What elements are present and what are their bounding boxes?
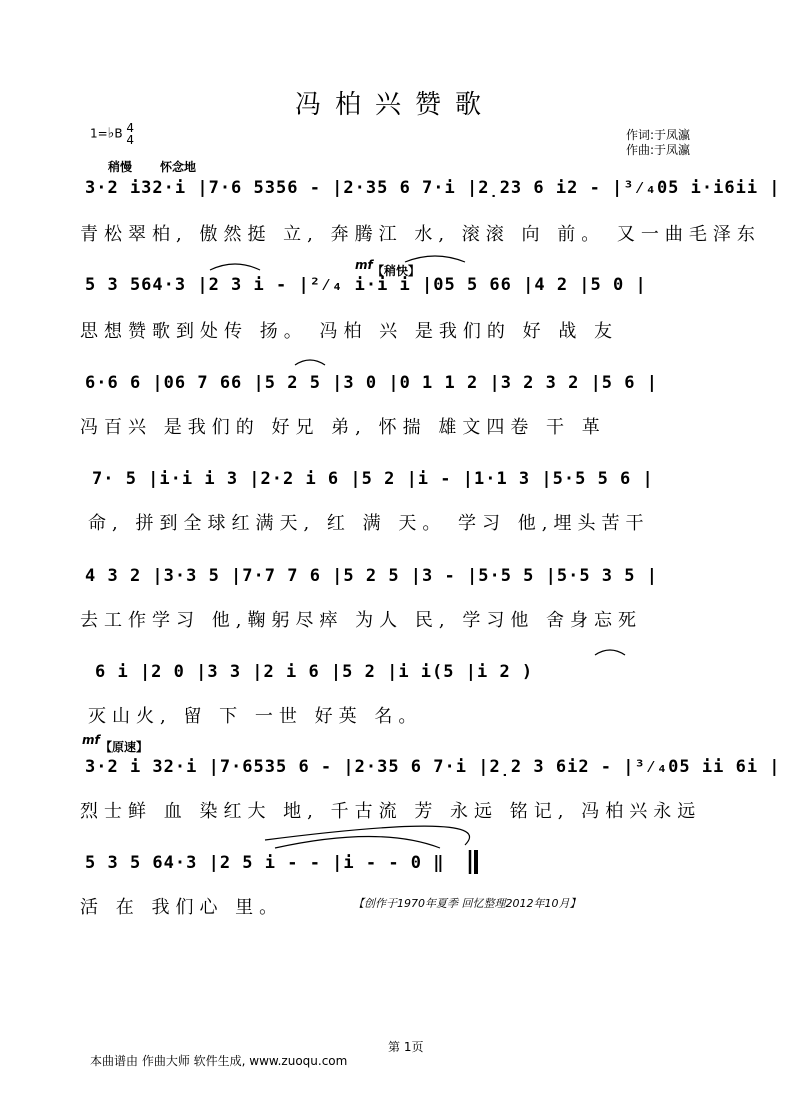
row-1-lyrics: 青松翠柏, 傲然挺 立, 奔腾江 水, 滚滚 向 前。 又一曲毛泽东 [80, 224, 761, 245]
row-6-lyrics: 灭山火, 留 下 一世 好英 名。 [88, 706, 423, 727]
dynamic-mf-2: mf [82, 733, 100, 747]
row-4-lyrics: 命, 拼到全球红满天, 红 满 天。 学习 他,埋头苦干 [88, 513, 650, 534]
lyrics-credit: 作词:于凤瀛 [626, 128, 691, 142]
row-2-notes: 5 3 564·3 |2 3 i - |²⁄₄ i·i i |05 5 66 |4 2 |5 0 | [85, 275, 647, 295]
slur [295, 360, 325, 365]
tempo-mood: 怀念地 [160, 160, 197, 174]
row-8-notes: 5 3 5 64·3 |2 5 i - - |i - - 0 ‖ [85, 853, 445, 873]
row-8-lyrics: 活 在 我们心 里。 [80, 897, 284, 918]
page-title: 冯柏兴赞歌 [294, 90, 495, 120]
music-credit: 作曲:于凤瀛 [626, 143, 691, 157]
row-4-notes: 7· 5 |i·i i 3 |2·2 i 6 |5 2 |i - |1·1 3 |5·5 5 6 | [92, 469, 654, 489]
row-2-lyrics: 思想赞歌到处传 扬。 冯柏 兴 是我们的 好 战 友 [80, 321, 619, 342]
slur [210, 264, 260, 270]
key-flat: ♭ [107, 125, 115, 142]
tie-arc [265, 826, 470, 845]
footer-text: 本曲谱由 作曲大师 软件生成, www.zuoqu.com [90, 1054, 348, 1068]
tempo-faster: 【稍快】 [372, 264, 421, 278]
time-top: 4 [126, 121, 135, 135]
row-3-lyrics: 冯百兴 是我们的 好兄 弟, 怀揣 雄文四卷 干 革 [80, 417, 606, 438]
key-prefix: 1= [90, 126, 108, 141]
row-5-notes: 4 3 2 |3·3 5 |7·7 7 6 |5 2 5 |3 - |5·5 5 |5·5 3 5 | [85, 566, 658, 586]
row-1-notes: 3·2 i32·i |7·6 5356 - |2·35 6 7·i |2̣23 6 i2 - |³⁄₄05 i·i6ii | [85, 178, 781, 198]
dynamic-mf-1: mf [355, 258, 373, 272]
tie-arc [275, 837, 440, 849]
row-6-notes: 6 i |2 0 |3 3 |2 i 6 |5 2 |i i(5 |i 2 ) [95, 662, 534, 682]
row-7-notes: 3·2 i 32·i |7·6535 6 - |2·35 6 7·i |2̣2 3 6i2 - |³⁄₄05 ii 6i | [85, 757, 781, 777]
slur [405, 256, 465, 262]
key-note: B [114, 126, 123, 141]
row-7-lyrics: 烈士鲜 血 染红大 地, 千古流 芳 永远 铭记, 冯柏兴永远 [80, 801, 702, 822]
row-5-lyrics: 去工作学习 他,鞠躬尽瘁 为人 民, 学习他 舍身忘死 [80, 610, 643, 631]
row-3-notes: 6·6 6 |06 7 66 |5 2 5 |3 0 |0 1 1 2 |3 2 3 2 |5 6 | [85, 373, 658, 393]
tempo-start: 稍慢 [108, 160, 133, 174]
time-bottom: 4 [126, 133, 135, 147]
composition-note: 【创作于1970年夏季 回忆整理2012年10月】 [353, 897, 581, 910]
slur [595, 650, 625, 655]
tempo-original: 【原速】 [100, 740, 149, 754]
page-number: 第 1页 [388, 1040, 424, 1054]
